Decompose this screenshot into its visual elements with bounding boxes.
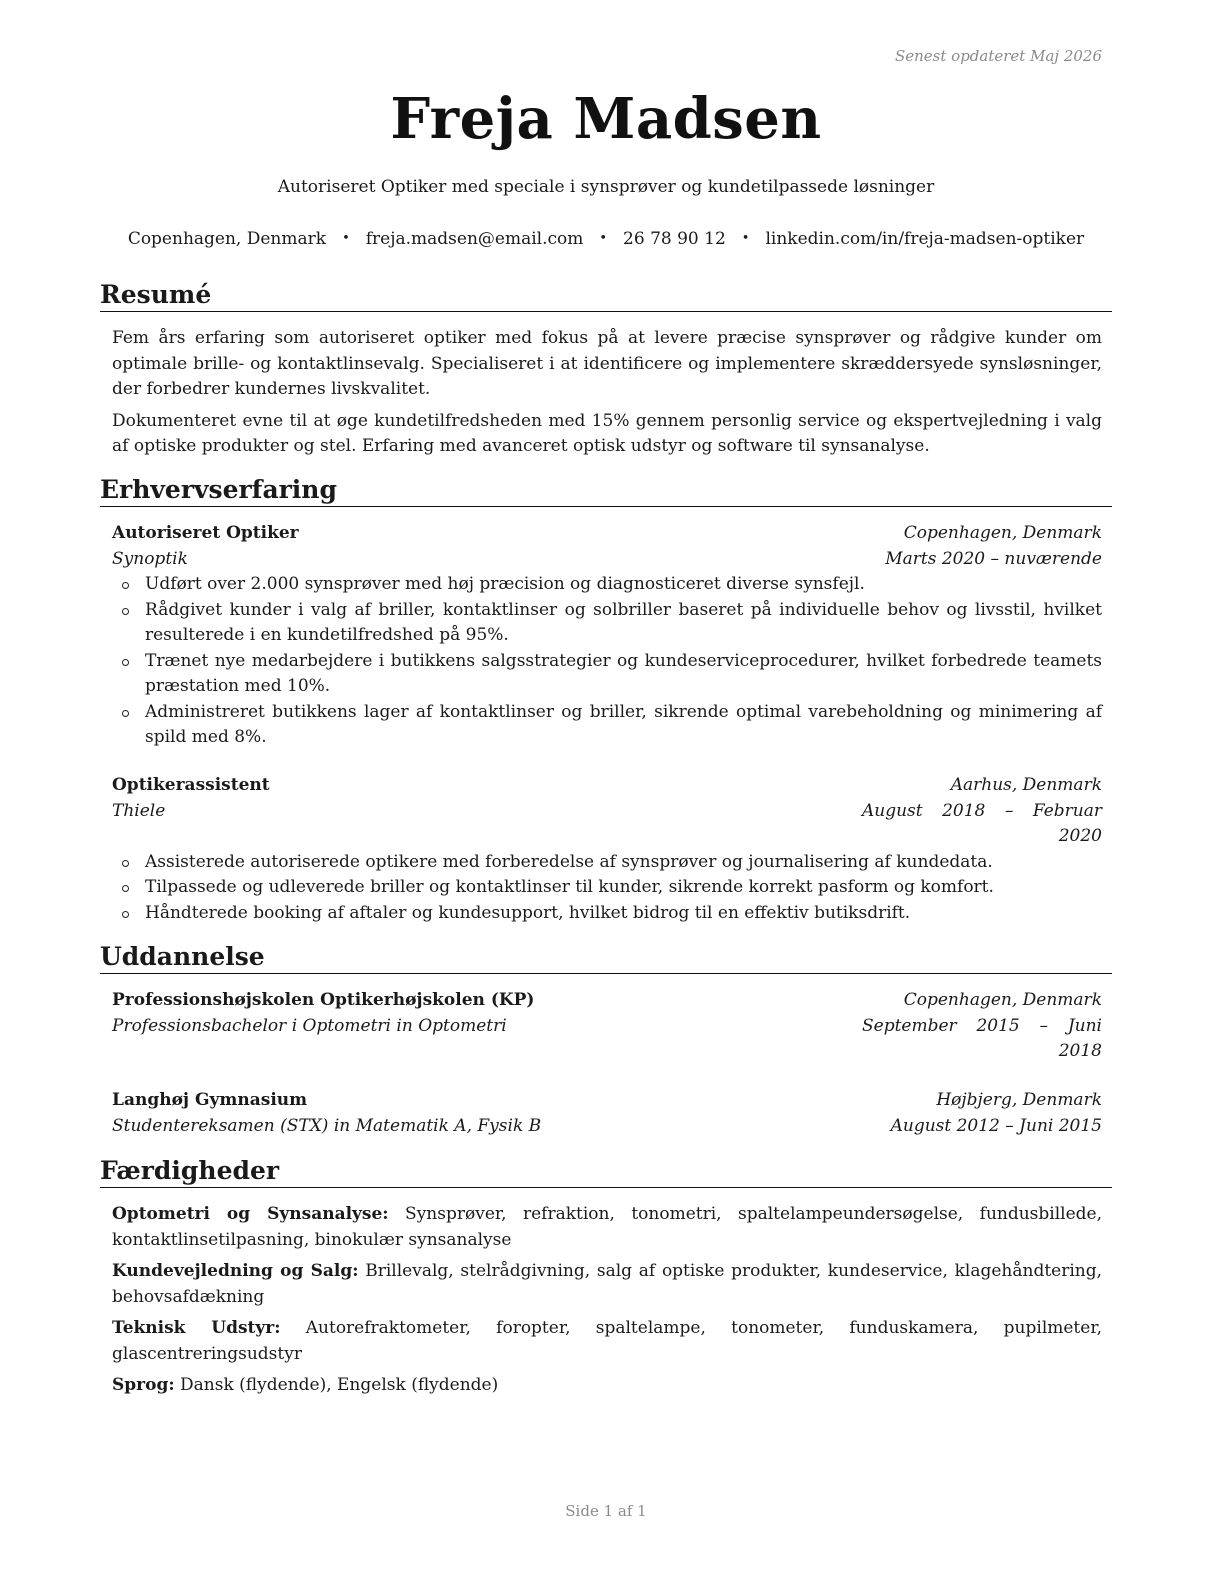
page-number: Side 1 af 1 [565,1502,647,1520]
job-role: Autoriseret Optiker [112,523,299,543]
skill-label: Optometri og Synsanalyse: [112,1204,389,1224]
contact-phone[interactable]: 26 78 90 12 [623,229,726,249]
skill-text: Synsprøver, refraktion, tonometri, spaltelampeundersøgelse, fundusbillede, kontaktlinsetilpasning, binokulær synsanalyse [112,1204,1102,1250]
skills-section [112,1202,1102,1405]
list-item: Håndterede booking af aftaler og kundesupport, hvilket bidrog til en effektiv butiksdrift. [112,901,1102,927]
job-entry [112,773,1102,926]
separator-dot: • [599,231,608,246]
list-item: Udført over 2.000 synsprøver med høj præcision og diagnosticeret diverse synsfejl. [112,572,1102,598]
job-role: Optikerassistent [112,775,270,795]
separator-dot: • [741,231,750,246]
education-entry [112,1088,1102,1139]
summary-section [112,326,1102,466]
skill-text: Brillevalg, stelrådgivning, salg af optiske produkter, kundeservice, klagehåndtering, behovsafdækning [112,1261,1103,1307]
separator-dot: • [342,231,350,246]
school-location: Højbjerg, Denmark [936,1090,1102,1110]
skill-text: Autorefraktometer, foropter, spaltelampe, tonometer, funduskamera, pupilmeter, glascentreringsudstyr [112,1318,1102,1364]
skill-label: Sprog: [112,1375,175,1395]
job-location: Copenhagen, Denmark [903,523,1102,543]
contact-line [100,229,1112,249]
headline: Autoriseret Optiker med speciale i synsprøver og kundetilpassede løsninger [277,177,935,197]
job-location: Aarhus, Denmark [950,775,1102,795]
job-dates: Marts 2020 – nuværende [885,548,1102,569]
job-company: Thiele [112,800,166,821]
skill-label: Kundevejledning og Salg: [112,1261,359,1281]
skill-label: Teknisk Udstyr: [112,1318,281,1338]
job-dates: August 2018 – Februar 2020 [862,800,1102,846]
job-entry [112,521,1102,751]
skill-text: Dansk (flydende), Engelsk (flydende) [180,1375,499,1395]
skill-item [112,1202,1102,1253]
contact-linkedin[interactable]: linkedin.com/in/freja-madsen-optiker [765,229,1085,249]
list-item: Rådgivet kunder i valg af briller, kontaktlinser og solbriller baseret på individuelle behov og livsstil, hvilket resulterede i en kundetilfredshed på 95%. [112,598,1102,649]
summary-paragraph: Dokumenteret evne til at øge kundetilfredsheden med 15% gennem personlig service og ekspertvejledning i valg af optiske produkter og stel. Erfaring med avanceret optisk udstyr og software til synsanalyse. [112,410,1102,456]
job-bullets [112,572,1102,751]
list-item: Trænet nye medarbejdere i butikkens salgsstrategier og kundeserviceprocedurer, hvilket forbedrede teamets præstation med 10%. [112,649,1102,700]
section-title-summary: Resumé [100,280,1112,312]
contact-email[interactable]: freja.madsen@email.com [365,229,584,249]
section-title-experience: Erhvervserfaring [100,475,1112,507]
school-name: Professionshøjskolen Optikerhøjskolen (KP) [112,990,535,1010]
list-item: Assisterede autoriserede optikere med forberedelse af synsprøver og journalisering af kundedata. [112,850,1102,876]
school-name: Langhøj Gymnasium [112,1090,308,1110]
degree: Studentereksamen (STX) in Matematik A, Fysik B [112,1115,542,1136]
section-title-education: Uddannelse [100,942,1112,974]
school-location: Copenhagen, Denmark [903,990,1102,1010]
education-entry [112,988,1102,1065]
skill-item [112,1259,1102,1310]
job-bullets [112,850,1102,927]
job-company: Synoptik [112,548,188,569]
degree: Professionsbachelor i Optometri in Optometri [112,1015,507,1036]
skill-item [112,1373,1102,1399]
summary-paragraph: Fem års erfaring som autoriseret optiker med fokus på at levere præcise synsprøver og rådgive kunder om optimale brille- og kontaktlinsevalg. Specialiseret i at identificere og implementere skræddersyede synsløsninger, der forbedrer kundernes livskvalitet. [112,328,1102,399]
candidate-name: Freja Madsen [390,86,822,152]
education-dates: September 2015 – Juni 2018 [862,1015,1102,1061]
education-dates: August 2012 – Juni 2015 [890,1115,1102,1136]
section-title-skills: Færdigheder [100,1156,1112,1188]
skill-item [112,1316,1102,1367]
contact-location: Copenhagen, Denmark [127,229,327,249]
last-updated: Senest opdateret Maj 2026 [894,47,1102,65]
resume-page [100,0,1112,1584]
list-item: Tilpassede og udleverede briller og kontaktlinser til kunder, sikrende korrekt pasform og komfort. [112,875,1102,901]
list-item: Administreret butikkens lager af kontaktlinser og briller, sikrende optimal varebeholdning og minimering af spild med 8%. [112,700,1102,751]
